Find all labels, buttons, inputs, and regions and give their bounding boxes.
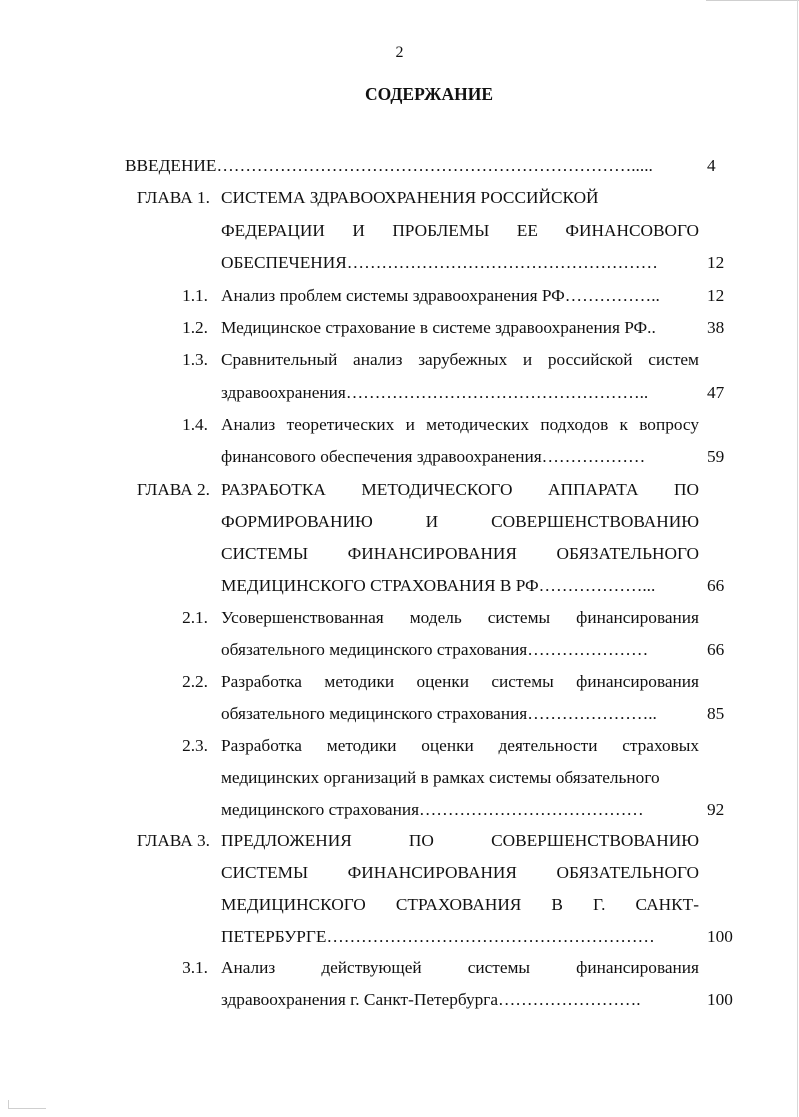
section-2-2-title-line-2[interactable]: обязательного медицинского страхования………………….. — [221, 704, 657, 723]
section-3-1-title-line-1[interactable]: Анализ действующей системы финансирования — [221, 958, 699, 977]
section-2-3-number: 2.3. — [182, 736, 208, 755]
section-2-3-title-line-3[interactable]: медицинского страхования………………………………… — [221, 800, 644, 819]
section-3-1-title-line-2[interactable]: здравоохранения г. Санкт-Петербурга……………………. — [221, 990, 641, 1009]
chapter-3-title-text: ПЕТЕРБУРГЕ — [221, 927, 327, 946]
toc-entry-text: ВВЕДЕНИЕ — [125, 156, 217, 175]
section-2-1-title-line-1[interactable]: Усовершенствованная модель системы финансирования — [221, 608, 699, 627]
section-2-3-title-line-1[interactable]: Разработка методики оценки деятельности страховых — [221, 736, 699, 755]
section-1-2-number: 1.2. — [182, 318, 208, 337]
section-2-2-number: 2.2. — [182, 672, 208, 691]
toc-title: СОДЕРЖАНИЕ — [364, 84, 493, 104]
section-1-4-number: 1.4. — [182, 415, 208, 434]
section-1-3-title-line-2[interactable]: здравоохранения…………………………………………….. — [221, 383, 649, 402]
chapter-3-title-line-1[interactable]: ПРЕДЛОЖЕНИЯ ПО СОВЕРШЕНСТВОВАНИЮ — [221, 831, 699, 850]
section-1-4-title-line-2[interactable]: финансового обеспечения здравоохранения……………… — [221, 447, 646, 466]
section-3-1-number: 3.1. — [182, 958, 208, 977]
toc-leader-dots: ………………………………………………………………..... — [216, 156, 653, 175]
page-number: 2 — [395, 44, 404, 61]
section-2-2-title-line-1[interactable]: Разработка методики оценки системы финансирования — [221, 672, 699, 691]
section-1-1-title[interactable]: Анализ проблем системы здравоохранения РФ…………….. — [221, 286, 660, 305]
section-1-4-title-line-1[interactable]: Анализ теоретических и методических подходов к вопросу — [221, 415, 699, 434]
chapter-1-title-line-3[interactable] — [221, 248, 699, 278]
section-2-1-number: 2.1. — [182, 608, 208, 627]
chapter-3-title-line-2[interactable]: СИСТЕМЫ ФИНАНСИРОВАНИЯ ОБЯЗАТЕЛЬНОГО — [221, 863, 699, 882]
toc-page-chapter-1: 12 — [707, 253, 725, 272]
toc-page-section-3-1: 100 — [707, 990, 733, 1009]
section-1-3-title-line-1[interactable]: Сравнительный анализ зарубежных и российской систем — [221, 350, 699, 369]
toc-page-chapter-3: 100 — [707, 927, 733, 946]
toc-page-section-2-2: 85 — [707, 704, 725, 723]
toc-page-section-1-1: 12 — [707, 286, 725, 305]
toc-entry-intro[interactable] — [125, 151, 699, 181]
chapter-1-label: ГЛАВА 1. — [136, 188, 210, 207]
section-1-3-number: 1.3. — [182, 350, 208, 369]
chapter-1-title-text: ОБЕСПЕЧЕНИЯ — [221, 253, 347, 272]
section-2-1-title-line-2[interactable]: обязательного медицинского страхования………………… — [221, 640, 649, 659]
chapter-3-title-line-3[interactable]: МЕДИЦИНСКОГО СТРАХОВАНИЯ В Г. САНКТ- — [221, 895, 699, 914]
chapter-2-title-line-3[interactable]: СИСТЕМЫ ФИНАНСИРОВАНИЯ ОБЯЗАТЕЛЬНОГО — [221, 544, 699, 563]
section-1-1-number: 1.1. — [182, 286, 208, 305]
chapter-2-title-line-2[interactable]: ФОРМИРОВАНИЮ И СОВЕРШЕНСТВОВАНИЮ — [221, 512, 699, 531]
chapter-1-title-line-1[interactable]: СИСТЕМА ЗДРАВООХРАНЕНИЯ РОССИЙСКОЙ — [221, 188, 599, 207]
chapter-2-title-line-1[interactable]: РАЗРАБОТКА МЕТОДИЧЕСКОГО АППАРАТА ПО — [221, 480, 699, 499]
toc-page-chapter-2: 66 — [707, 576, 725, 595]
toc-page-section-1-2: 38 — [707, 318, 725, 337]
section-1-2-title[interactable]: Медицинское страхование в системе здравоохранения РФ.. — [221, 318, 656, 337]
toc-page-section-2-1: 66 — [707, 640, 725, 659]
toc-leader-dots: ………………………………………………… — [326, 927, 655, 946]
chapter-3-label: ГЛАВА 3. — [136, 831, 210, 850]
chapter-1-title-line-2[interactable]: ФЕДЕРАЦИИ И ПРОБЛЕМЫ ЕЕ ФИНАНСОВОГО — [221, 221, 699, 240]
toc-page-section-1-3: 47 — [707, 383, 725, 402]
toc-page-section-2-3: 92 — [707, 800, 725, 819]
chapter-2-title-line-4[interactable]: МЕДИЦИНСКОГО СТРАХОВАНИЯ В РФ………………... — [221, 576, 656, 595]
toc-page-intro: 4 — [707, 156, 716, 175]
toc-leader-dots: ……………………………………………… — [346, 253, 658, 272]
chapter-2-label: ГЛАВА 2. — [136, 480, 210, 499]
chapter-3-title-line-4[interactable] — [221, 922, 699, 952]
section-2-3-title-line-2[interactable]: медицинских организаций в рамках системы обязательного — [221, 768, 660, 787]
toc-page-section-1-4: 59 — [707, 447, 725, 466]
